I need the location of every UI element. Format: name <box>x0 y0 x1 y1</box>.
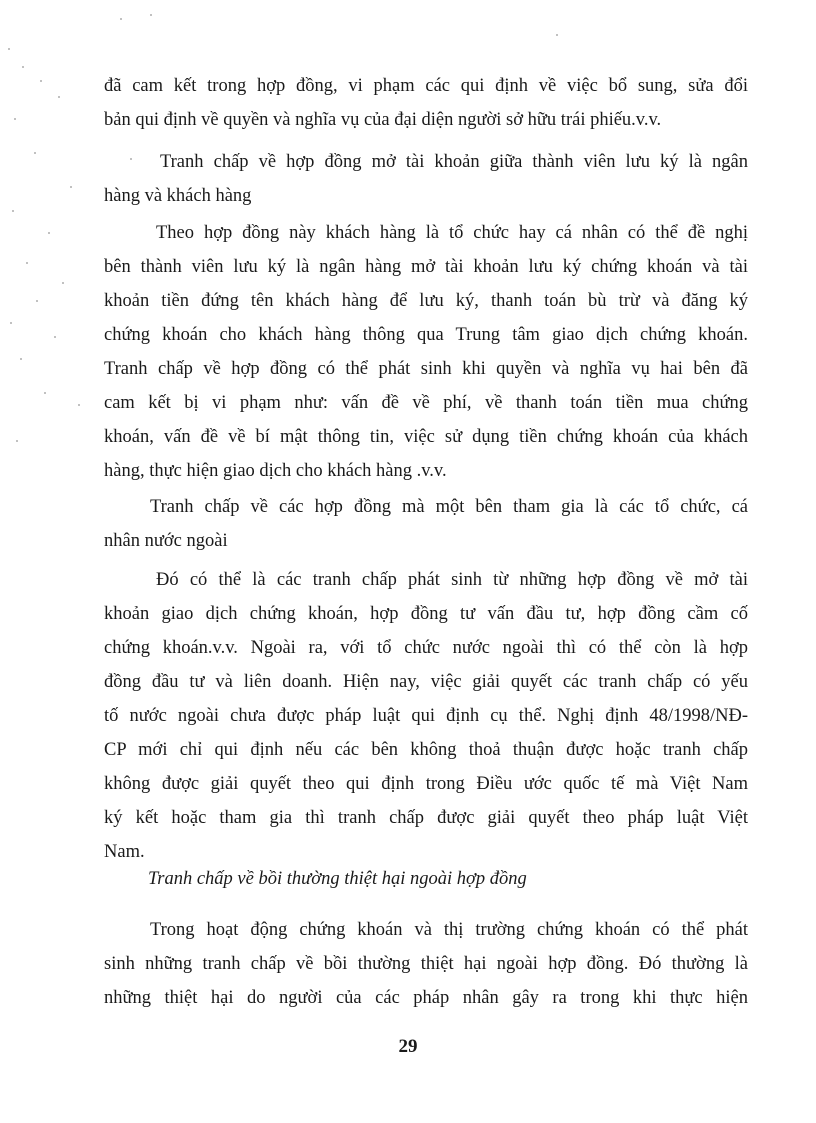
text-line: khoản giao dịch chứng khoán, hợp đồng tư vấn đầu tư, hợp đồng cầm cố <box>104 604 748 624</box>
text-line: bên thành viên lưu ký là ngân hàng mở tài khoản lưu ký chứng khoán và tài <box>104 257 748 277</box>
text-line: Đó có thể là các tranh chấp phát sinh từ những hợp đồng về mở tài <box>156 570 748 590</box>
text-line: ký kết hoặc tham gia thì tranh chấp được giải quyết theo pháp luật Việt <box>104 808 748 828</box>
paragraph-tort-damages <box>104 913 748 1015</box>
text-line: những thiệt hại do người của các pháp nhân gây ra trong khi thực hiện <box>104 988 748 1008</box>
text-line: sinh những tranh chấp về bồi thường thiệt hại ngoài hợp đồng. Đó thường là <box>104 954 748 974</box>
text-line: bản qui định về quyền và nghĩa vụ của đại diện người sở hữu trái phiếu.v.v. <box>104 110 662 130</box>
text-line: CP mới chỉ qui định nếu các bên không thoả thuận được hoặc tranh chấp <box>104 740 748 760</box>
text-line: khoản tiền đứng tên khách hàng để lưu ký, thanh toán bù trừ và đăng ký <box>104 291 748 311</box>
text-line: Theo hợp đồng này khách hàng là tổ chức hay cá nhân có thể đề nghị <box>156 223 748 243</box>
text-line: Tranh chấp về hợp đồng có thể phát sinh khi quyền và nghĩa vụ hai bên đã <box>104 359 748 379</box>
text-line: cam kết bị vi phạm như: vấn đề về phí, về thanh toán tiền mua chứng <box>104 393 748 413</box>
text-line: đồng đầu tư và liên doanh. Hiện nay, việc giải quyết các tranh chấp có yếu <box>104 672 748 692</box>
page-number: 29 <box>398 1036 418 1057</box>
text-line: Trong hoạt động chứng khoán và thị trường chứng khoán có thể phát <box>150 920 748 940</box>
text-line: Tranh chấp về các hợp đồng mà một bên tham gia là các tổ chức, cá <box>150 497 748 517</box>
section-heading-3 <box>104 862 748 896</box>
text-line: Tranh chấp về hợp đồng mở tài khoản giữa thành viên lưu ký là ngân <box>160 152 748 172</box>
text-line: hàng và khách hàng <box>104 186 252 206</box>
text-line: tố nước ngoài chưa được pháp luật qui định cụ thể. Nghị định 48/1998/NĐ- <box>104 706 748 726</box>
text-line: đã cam kết trong hợp đồng, vi phạm các qui định về việc bổ sung, sửa đổi <box>104 76 748 96</box>
text-line: nhân nước ngoài <box>104 531 228 551</box>
text-line: không được giải quyết theo qui định trong Điều ước quốc tế mà Việt Nam <box>104 774 748 794</box>
paragraph-custody-contract <box>104 216 748 488</box>
text-line: khoán, vấn đề về bí mật thông tin, việc sử dụng tiền chứng khoán của khách <box>104 427 748 447</box>
paragraph-foreign-parties <box>104 563 748 869</box>
text-line: chứng khoán.v.v. Ngoài ra, với tổ chức nước ngoài thì có thể còn là hợp <box>104 638 748 658</box>
section-heading-2 <box>104 490 748 558</box>
text-line: hàng, thực hiện giao dịch cho khách hàng .v.v. <box>104 461 447 481</box>
text-line: Tranh chấp về bồi thường thiệt hại ngoài hợp đồng <box>148 869 527 889</box>
section-heading-1 <box>104 145 748 213</box>
text-line: chứng khoán cho khách hàng thông qua Trung tâm giao dịch chứng khoán. <box>104 325 748 345</box>
paragraph-continuation <box>104 69 748 137</box>
text-line: Nam. <box>104 842 145 862</box>
